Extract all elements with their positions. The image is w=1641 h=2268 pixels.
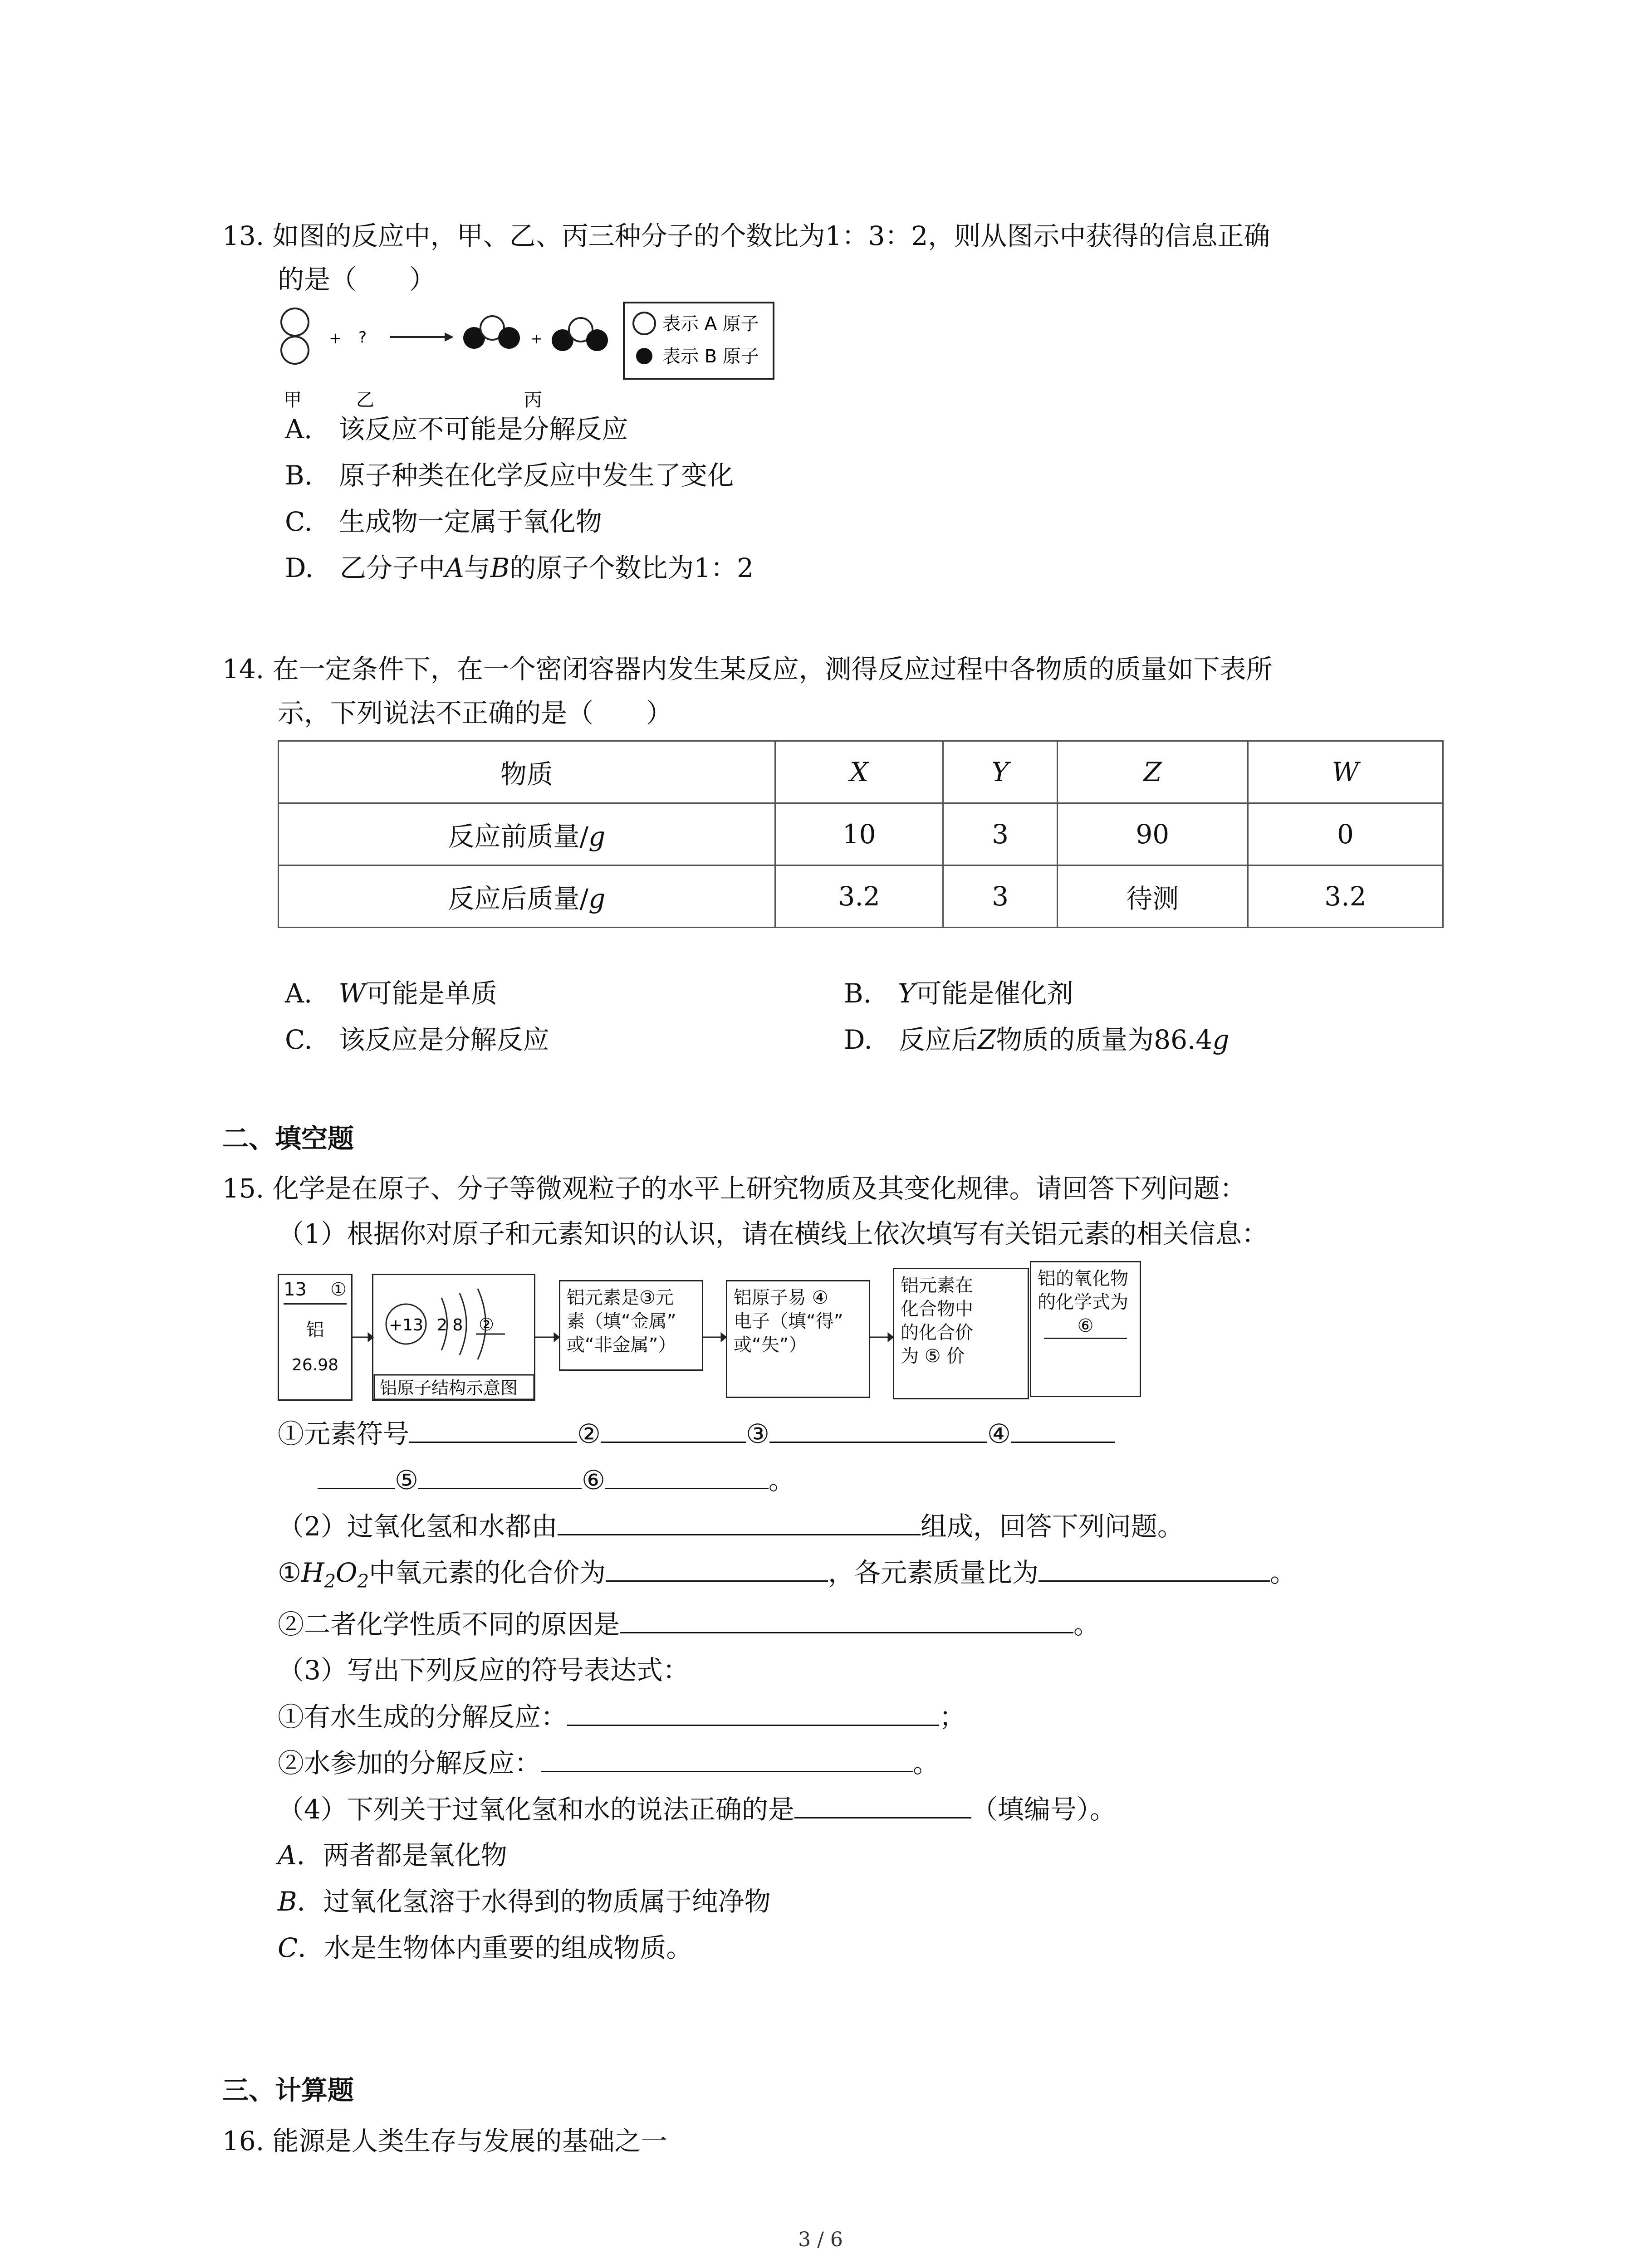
q13-stem-line1: 13. 如图的反应中，甲、乙、丙三种分子的个数比为1：3：2，则从图示中获得的信息正确 [222, 220, 1270, 251]
label-jia: 甲 [284, 390, 302, 411]
table-header-cell: X [775, 741, 943, 803]
q15-part4: （4）下列关于过氧化氢和水的说法正确的是 （填编号）。 [278, 1791, 1116, 1828]
blank-composition[interactable] [558, 1508, 921, 1535]
atomic-mass: 26.98 [291, 1356, 339, 1374]
unknown-molecule: ? [358, 328, 367, 347]
q14-option-c: C. 该反应是分解反应 [285, 1024, 549, 1055]
nucleus-charge: +13 [389, 1316, 423, 1334]
table-cell: 3 [943, 865, 1057, 928]
table-cell: 90 [1057, 803, 1248, 865]
table-cell: 10 [775, 803, 943, 865]
q13-option-a: A. 该反应不可能是分解反应 [285, 414, 628, 445]
blank-marker-1: ① [330, 1279, 347, 1300]
blank-reaction-1[interactable] [567, 1698, 939, 1726]
table-cell: 反应后质量/g [279, 865, 775, 928]
blank-4-cont[interactable] [318, 1461, 395, 1489]
table-header-cell: W [1248, 741, 1443, 803]
table-header-cell: Z [1057, 741, 1248, 803]
q15-difference-line: ②二者化学性质不同的原因是 。 [278, 1606, 1100, 1642]
q14-stem-line1: 14. 在一定条件下，在一个密闭容器内发生某反应，测得反应过程中各物质的质量如下表所 [222, 654, 1273, 684]
plus-sign-2: + [531, 331, 543, 347]
blank-6[interactable] [605, 1461, 769, 1489]
element-name: 铝 [306, 1320, 324, 1340]
q15-option-c: C．水是生物体内重要的组成物质。 [278, 1932, 693, 1963]
q15-blanks-line2: ⑤ ⑥ 。 [318, 1461, 795, 1498]
page-number: 3 / 6 [798, 2228, 843, 2251]
section-2-heading: 二、填空题 [222, 1123, 354, 1154]
q15-part1: （1）根据你对原子和元素知识的认识，请在横线上依次填写有关铝元素的相关信息： [278, 1218, 1268, 1249]
q15-option-a: A．两者都是氧化物 [278, 1840, 507, 1871]
blank-marker-2: ② [479, 1315, 495, 1334]
q13-option-d: D. 乙分子中A与B的原子个数比为1：2 [285, 552, 754, 583]
q15-part2: （2）过氧化氢和水都由 组成，回答下列问题。 [278, 1508, 1184, 1545]
blank-reaction-2[interactable] [541, 1745, 913, 1772]
table-header-cell: Y [943, 741, 1057, 803]
oxide-formula-box: 铝的氧化物 的化学式为 ⑥ [1030, 1261, 1141, 1397]
atomic-number: 13 [284, 1279, 307, 1300]
table-cell: 反应前质量/g [279, 803, 775, 865]
table-cell: 3.2 [1248, 865, 1443, 928]
table-cell: 3 [943, 803, 1057, 865]
table-cell: 3.2 [775, 865, 943, 928]
q13-stem-line2: 的是（ ） [278, 264, 436, 295]
legend-b-text: 表示 B 原子 [662, 346, 759, 367]
q14-option-a: A. W可能是单质 [285, 978, 497, 1009]
q15-reaction-2: ②水参加的分解反应： 。 [278, 1745, 939, 1781]
blank-4[interactable] [1011, 1415, 1115, 1443]
q15-h2o2-line: $①H_2O_2$中氧元素的化合价为 ，各元素质量比为 。 [278, 1554, 1296, 1600]
blank-reason[interactable] [620, 1606, 1073, 1633]
table-header-cell: 物质 [279, 741, 775, 803]
section-3-heading: 三、计算题 [222, 2075, 354, 2106]
metal-type-box: 铝元素是③元 素（填“金属” 或“非金属”） [559, 1280, 703, 1371]
q15-part3: （3）写出下列反应的符号表达式： [278, 1655, 689, 1686]
table-cell: 0 [1248, 803, 1443, 865]
electron-gain-loss-box: 铝原子易 ④ 电子（填“得” 或“失”） [726, 1280, 870, 1398]
q14-stem-line2: 示，下列说法不正确的是（ ） [278, 698, 673, 728]
valence-box: 铝元素在 化合物中 的化合价 为 ⑤ 价 [893, 1268, 1029, 1399]
blank-5[interactable] [418, 1461, 582, 1489]
blank-symbol[interactable] [409, 1415, 577, 1443]
table-cell: 待测 [1057, 865, 1248, 928]
legend-a-text: 表示 A 原子 [662, 313, 759, 334]
q15-reaction-1: ①有水生成的分解反应： ； [278, 1698, 965, 1735]
q16-stem: 16. 能源是人类生存与发展的基础之一 [222, 2126, 667, 2156]
q13-option-b: B. 原子种类在化学反应中发生了变化 [285, 460, 734, 491]
q15-option-b: B．过氧化氢溶于水得到的物质属于纯净物 [278, 1886, 771, 1917]
blank-2[interactable] [601, 1415, 746, 1443]
blank-3[interactable] [769, 1415, 987, 1443]
electron-counts: 2 8 [437, 1316, 463, 1334]
label-bing: 丙 [524, 390, 542, 411]
q14-option-d: D. 反应后Z物质的质量为86.4g [844, 1024, 1230, 1055]
blank-valence[interactable] [606, 1554, 828, 1582]
label-yi: 乙 [356, 390, 374, 411]
q13-option-c: C. 生成物一定属于氧化物 [285, 506, 602, 537]
blank-mass-ratio[interactable] [1038, 1554, 1270, 1582]
blank-choice[interactable] [794, 1791, 971, 1818]
atom-structure-caption: 铝原子结构示意图 [380, 1378, 518, 1398]
q15-blanks-line1: ①元素符号 ② ③ ④ [278, 1415, 1115, 1452]
q15-stem: 15. 化学是在原子、分子等微观粒子的水平上研究物质及其变化规律。请回答下列问题： [222, 1173, 1246, 1204]
q14-option-b: B. Y可能是催化剂 [844, 978, 1073, 1009]
plus-sign-1: + [329, 329, 342, 347]
